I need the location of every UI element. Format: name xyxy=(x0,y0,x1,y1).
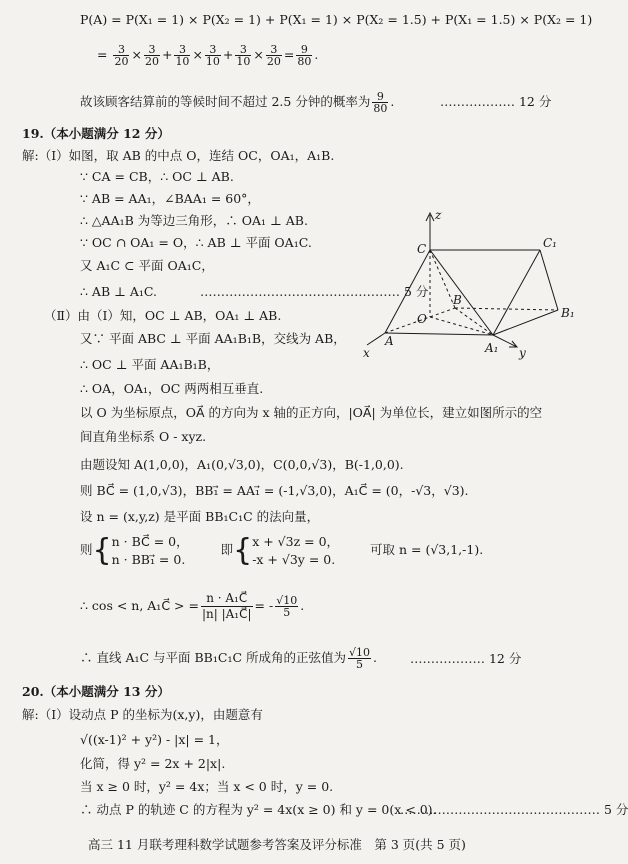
edge-A1B1 xyxy=(493,310,558,335)
solution-line: （Ⅱ）由（Ⅰ）知，OC ⊥ AB，OA₁ ⊥ AB. xyxy=(44,308,282,323)
solution-line: ∴ △AA₁B 为等边三角形，∴ OA₁ ⊥ AB. xyxy=(80,213,308,228)
solution-line: 解:（Ⅰ）如图，取 AB 的中点 O，连结 OC，OA₁，A₁B. xyxy=(22,148,335,163)
sine-conclusion: ∴ 直线 A₁C 与平面 BB₁C₁C 所成角的正弦值为 $\frac{√10}{5}$ . xyxy=(80,646,377,671)
normal-vector: 可取 n = (√3,1,-1). xyxy=(370,542,484,557)
question-19-heading: 19.（本小题满分 12 分） xyxy=(22,126,170,141)
solution-line: ∵ CA = CB，∴ OC ⊥ AB. xyxy=(80,169,234,184)
solution-line: ∴ 动点 P 的轨迹 C 的方程为 y² = 4x(x ≥ 0) 和 y = 0(x < 0). xyxy=(80,802,437,817)
page-footer: 高三 11 月联考理科数学试题参考答案及评分标准 第 3 页(共 5 页) xyxy=(88,837,466,852)
solution-line: 由题设知 A(1,0,0)，A₁(0,√3,0)，C(0,0,√3)，B(-1,0,0). xyxy=(80,457,404,472)
prob-eq-line: P(A) = P(X₁ = 1) × P(X₂ = 1) + P(X₁ = 1) × P(X₂ = 1.5) + P(X₁ = 1.5) × P(X₂ = 1) xyxy=(80,12,593,27)
label-x: x xyxy=(363,346,370,360)
equation-system: 则{ n · BC⃗ = 0， n · BB₁⃗ = 0. 即{ x + √3z = 0， -x + √3y = 0. xyxy=(80,532,340,568)
fraction: $\frac{3}{20}$ xyxy=(144,43,159,68)
fraction: $\frac{9}{80}$ xyxy=(297,43,312,68)
solution-line: 以 O 为坐标原点，OA⃗ 的方向为 x 轴的正方向，|OA⃗| 为单位长，建立如图所示的空 xyxy=(80,405,543,420)
prob-eq-values: = $\frac{3}{20}$ × $\frac{3}{20}$ + $\frac{3}{10}$ × $\frac{3}{10}$ + $\frac{3}{10}$ × $\frac{3}{20}$ = $\frac{9}{80}$ . xyxy=(97,43,319,68)
cos-equation: ∴ cos < n, A₁C⃗ > = $\frac{\text{n · A₁C⃗}}{\text{|n| |A₁C⃗|}}$ = - $\frac{√10}{5}$ . xyxy=(80,591,305,621)
score-mark: ………………………………………… 5 分 xyxy=(200,284,429,299)
label-B: B xyxy=(453,293,462,307)
solution-line: 又∵ 平面 ABC ⊥ 平面 AA₁B₁B，交线为 AB， xyxy=(80,331,346,346)
hidden-edge-OA1 xyxy=(430,317,493,335)
solution-line: √((x-1)² + y²) - |x| = 1， xyxy=(80,732,229,747)
fraction: $\frac{3}{20}$ xyxy=(266,43,281,68)
hidden-edge-BA1 xyxy=(455,308,493,335)
solution-line: ∴ OC ⊥ 平面 AA₁B₁B， xyxy=(80,357,220,372)
prism-figure xyxy=(345,205,590,365)
fraction: $\frac{9}{80}$ xyxy=(373,90,388,115)
fraction: $\frac{√10}{5}$ xyxy=(276,594,298,619)
label-A: A xyxy=(385,334,394,348)
solution-line: 设 n = (x,y,z) 是平面 BB₁C₁C 的法向量， xyxy=(80,509,320,524)
score-mark: ……………… 12 分 xyxy=(410,651,522,666)
label-z: z xyxy=(435,208,442,222)
label-y: y xyxy=(519,346,526,360)
edge-C1A1 xyxy=(493,250,540,335)
fraction: $\frac{3}{10}$ xyxy=(175,43,190,68)
fraction: $\frac{√10}{5}$ xyxy=(349,646,371,671)
fraction: $\frac{3}{10}$ xyxy=(205,43,220,68)
question-20-heading: 20.（本小题满分 13 分） xyxy=(22,684,170,699)
label-B1: B₁ xyxy=(561,306,575,320)
solution-line: ∵ OC ∩ OA₁ = O，∴ AB ⊥ 平面 OA₁C. xyxy=(80,235,312,250)
edge-C1B1 xyxy=(540,250,558,310)
label-A1: A₁ xyxy=(485,341,499,355)
solution-line: 化简，得 y² = 2x + 2|x|. xyxy=(80,756,226,771)
solution-line: 解:（Ⅰ）设动点 P 的坐标为(x,y)，由题意有 xyxy=(22,707,263,722)
solution-line: ∴ AB ⊥ A₁C. xyxy=(80,284,157,299)
label-C: C xyxy=(417,242,427,256)
fraction: $\frac{3}{10}$ xyxy=(236,43,251,68)
solution-line: 则 BC⃗ = (1,0,√3)，BB₁⃗ = AA₁⃗ = (-1,√3,0)，A₁C⃗ = (0，-√3，√3). xyxy=(80,483,469,498)
fraction: $\frac{3}{20}$ xyxy=(114,43,129,68)
fraction: $\frac{\text{n · A₁C⃗}}{\text{|n| |A₁C⃗|}}$ xyxy=(201,591,252,621)
solution-line: 当 x ≥ 0 时，y² = 4x；当 x < 0 时，y = 0. xyxy=(80,779,334,794)
label-O: O xyxy=(417,312,427,326)
edge-AA1 xyxy=(385,333,493,335)
prob-conclusion: 故该顾客结算前的等候时间不超过 2.5 分钟的概率为 $\frac{9}{80}$ . xyxy=(80,90,395,115)
solution-line: 间直角坐标系 O - xyz. xyxy=(80,429,207,444)
solution-line: ∵ AB = AA₁，∠BAA₁ = 60°， xyxy=(80,191,260,206)
x-axis xyxy=(367,333,385,345)
solution-line: ∴ OA，OA₁，OC 两两相互垂直. xyxy=(80,381,264,396)
label-C1: C₁ xyxy=(543,236,557,250)
score-mark: ……………… 12 分 xyxy=(440,94,552,109)
solution-line: 又 A₁C ⊂ 平面 OA₁C， xyxy=(80,258,214,273)
score-mark: ………………………………………… 5 分 xyxy=(400,802,628,817)
